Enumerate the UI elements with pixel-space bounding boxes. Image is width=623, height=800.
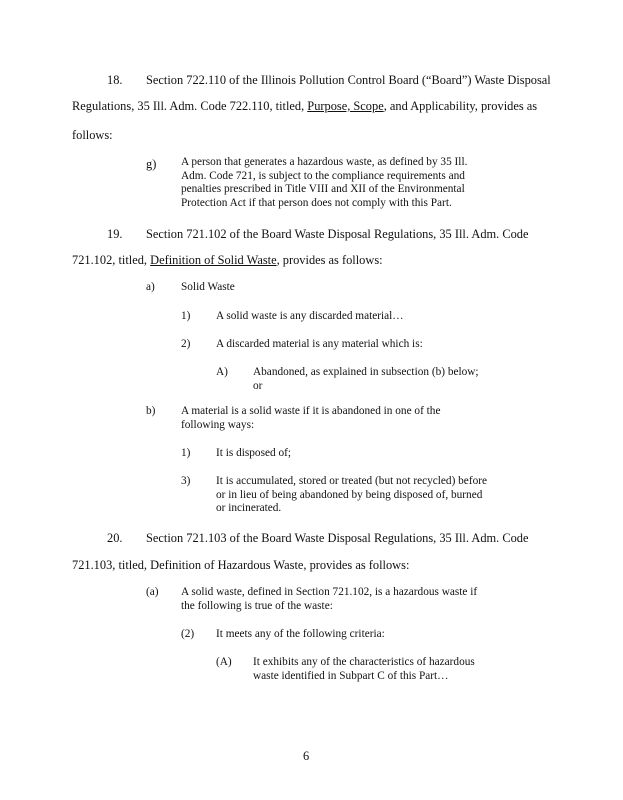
q19-b3-text — [216, 475, 487, 516]
q20-aA-label: (A) — [216, 656, 232, 668]
q20-aA-line: It exhibits any of the characteristics of hazardous — [253, 656, 475, 668]
q20-a2-label: (2) — [181, 628, 195, 640]
para19-line2-text: 721.102, titled, — [72, 253, 151, 267]
q18-g-line: Protection Act if that person does not comply with this Part. — [181, 196, 452, 209]
para18-number: 18. — [107, 73, 123, 87]
q19-a-text: Solid Waste — [181, 281, 235, 293]
para19-line2 — [72, 252, 383, 268]
q19-aA-text — [253, 366, 479, 393]
q18-g-label: g) — [146, 157, 157, 171]
para18-line2-tail: , and Applicability, provides as — [383, 99, 538, 113]
q19-b-text — [181, 405, 440, 432]
q19-b3-line: or incinerated. — [216, 502, 282, 515]
q19-b-line: following ways: — [181, 418, 255, 431]
q20-a-label: (a) — [146, 586, 159, 598]
q18-g-line: Adm. Code 721, is subject to the compliance requirements and — [181, 169, 465, 182]
para19-title-underlined: Definition of Solid Waste — [150, 253, 277, 267]
q18-g-line: A person that generates a hazardous waste, as defined by 35 Ill. — [181, 156, 468, 168]
para19-line1: Section 721.102 of the Board Waste Disposal Regulations, 35 Ill. Adm. Code — [146, 227, 529, 241]
q19-aA-line: Abandoned, as explained in subsection (b) below; — [253, 366, 479, 378]
para18-line1: Section 722.110 of the Illinois Pollution Control Board (“Board”) Waste Disposal — [146, 73, 551, 87]
q19-b3-label: 3) — [181, 475, 191, 487]
q19-aA-line: or — [253, 379, 263, 392]
para18-line2 — [72, 98, 537, 114]
para18-line2-text: Regulations, 35 Ill. Adm. Code 722.110, titled, — [72, 99, 308, 113]
q19-a2-label: 2) — [181, 338, 191, 350]
q20-a-line: the following is true of the waste: — [181, 599, 333, 612]
q19-a2-text: A discarded material is any material which is: — [216, 338, 423, 350]
q20-a-line: A solid waste, defined in Section 721.102, is a hazardous waste if — [181, 586, 478, 598]
para19-line2-tail: , provides as follows: — [276, 253, 383, 267]
q19-b3-line: or in lieu of being abandoned by being disposed of, burned — [216, 488, 483, 501]
para18-line3: follows: — [72, 128, 113, 142]
q19-b1-text: It is disposed of; — [216, 447, 291, 459]
q20-aA-line: waste identified in Subpart C of this Part… — [253, 669, 449, 682]
page-number: 6 — [303, 749, 310, 763]
q19-a1-label: 1) — [181, 310, 191, 322]
q18-g-line: penalties prescribed in Title VIII and XII of the Environmental — [181, 183, 465, 196]
q19-a1-text: A solid waste is any discarded material… — [216, 310, 404, 322]
para20-line1: Section 721.103 of the Board Waste Disposal Regulations, 35 Ill. Adm. Code — [146, 531, 529, 545]
q19-b3-line: It is accumulated, stored or treated (but not recycled) before — [216, 475, 488, 487]
q19-b-line: A material is a solid waste if it is abandoned in one of the — [181, 405, 441, 417]
para18-title-underlined: Purpose, Scope — [307, 99, 384, 113]
para20-line2: 721.103, titled, Definition of Hazardous Waste, provides as follows: — [72, 558, 410, 572]
q19-a-label: a) — [146, 281, 155, 293]
q19-b1-label: 1) — [181, 447, 191, 459]
para20-number: 20. — [107, 531, 123, 545]
q19-aA-label: A) — [216, 366, 228, 378]
q20-aA-text — [253, 656, 475, 683]
q19-b-label: b) — [146, 405, 156, 417]
q20-a-text — [181, 586, 477, 613]
q20-a2-text: It meets any of the following criteria: — [216, 628, 385, 640]
q18-g-text — [181, 156, 467, 210]
para19-number: 19. — [107, 227, 123, 241]
